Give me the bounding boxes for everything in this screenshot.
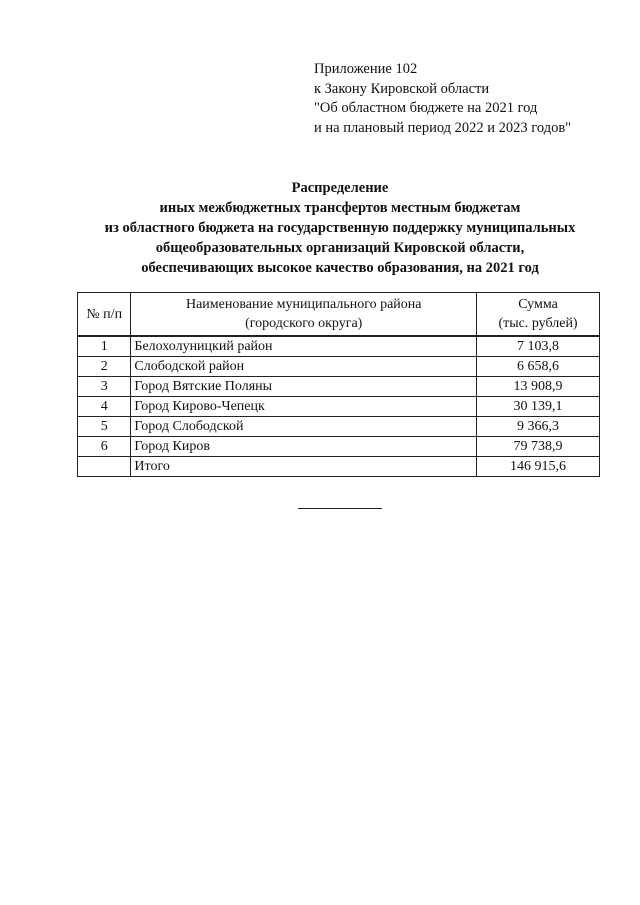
header-name-line-1: Наименование муниципального района: [185, 297, 422, 312]
appendix-line-4: и на плановый период 2022 и 2023 годов": [314, 119, 572, 136]
row-sum: 6 658,6: [477, 357, 600, 377]
total-sum: 146 915,6: [477, 457, 600, 477]
total-label: Итого: [131, 457, 477, 477]
row-num: 5: [78, 417, 131, 437]
end-divider-line: [298, 508, 382, 509]
appendix-line-2: к Закону Кировской области: [314, 80, 490, 97]
table-row: [78, 336, 600, 357]
header-num: № п/п: [78, 293, 131, 337]
header-row: [78, 293, 600, 337]
row-name: Белохолуницкий район: [131, 336, 477, 357]
heading-line-4: общеобразовательных организаций Кировской области,: [155, 240, 525, 256]
heading-line-5: обеспечивающих высокое качество образования, на 2021 год: [141, 260, 539, 276]
table-row: [78, 397, 600, 417]
table-row: [78, 417, 600, 437]
total-num-empty: [78, 457, 131, 477]
header-sum-line-1: Сумма: [518, 297, 558, 312]
row-sum: 7 103,8: [477, 336, 600, 357]
header-sum-line-2: (тыс. рублей): [498, 316, 578, 331]
row-num: 6: [78, 437, 131, 457]
table-row: [78, 437, 600, 457]
row-name: Город Вятские Поляны: [131, 377, 477, 397]
table-row: [78, 357, 600, 377]
row-sum: 79 738,9: [477, 437, 600, 457]
header-sum: [477, 293, 600, 337]
row-name: Город Киров: [131, 437, 477, 457]
document-heading: [40, 178, 640, 278]
row-sum: 13 908,9: [477, 377, 600, 397]
row-num: 1: [78, 336, 131, 357]
row-num: 4: [78, 397, 131, 417]
header-name: [131, 293, 477, 337]
table-body: [78, 336, 600, 477]
row-name: Город Слободской: [131, 417, 477, 437]
heading-line-3: из областного бюджета на государственную поддержку муниципальных: [104, 220, 576, 236]
row-name: Город Кирово-Чепецк: [131, 397, 477, 417]
appendix-line-3: "Об областном бюджете на 2021 год: [314, 100, 538, 116]
heading-line-1: Распределение: [291, 180, 389, 196]
appendix-reference: [314, 60, 624, 138]
row-sum: 30 139,1: [477, 397, 600, 417]
distribution-table: [77, 292, 600, 477]
row-sum: 9 366,3: [477, 417, 600, 437]
row-num: 2: [78, 357, 131, 377]
appendix-line-1: Приложение 102: [314, 61, 418, 77]
total-row: [78, 457, 600, 477]
heading-line-2: иных межбюджетных трансфертов местным бюджетам: [159, 200, 521, 216]
table-header: [78, 293, 600, 337]
row-name: Слободской район: [131, 357, 477, 377]
table-row: [78, 377, 600, 397]
header-name-line-2: (городского округа): [245, 316, 363, 331]
row-num: 3: [78, 377, 131, 397]
